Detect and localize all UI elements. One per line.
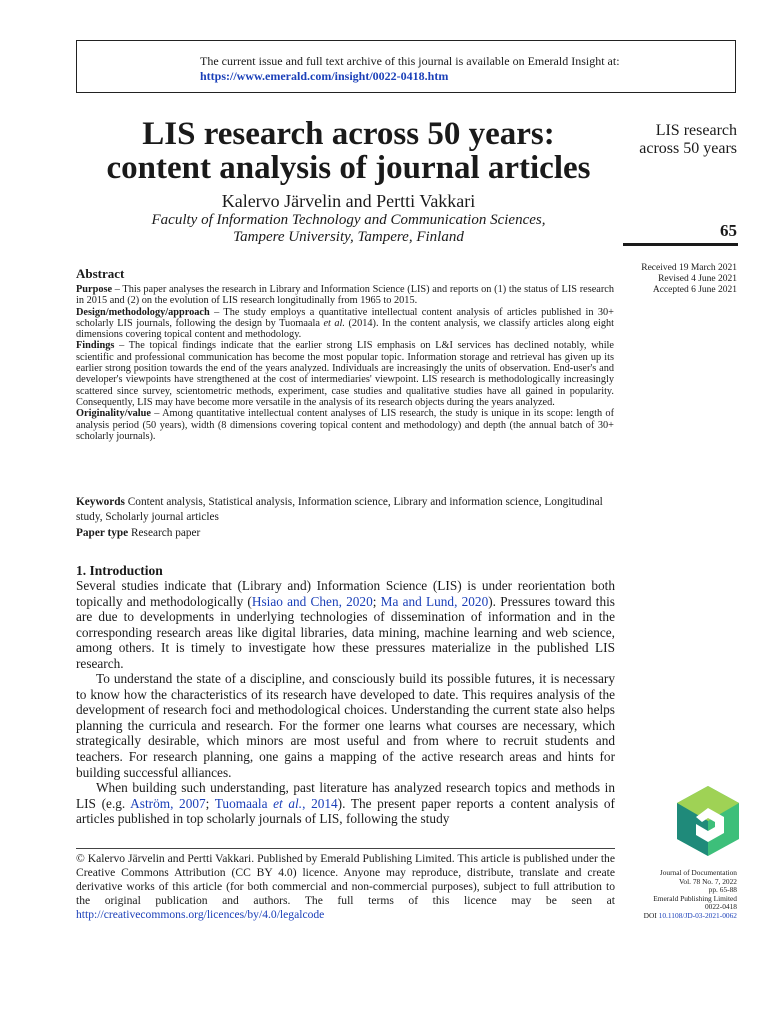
- abstract-body: [76, 284, 614, 442]
- crossmark-logo[interactable]: [677, 786, 739, 856]
- design-label: Design/methodology/approach: [76, 306, 210, 318]
- journal-info: [577, 869, 737, 921]
- running-title-line-2: across 50 years: [639, 140, 737, 157]
- license-footnote: [76, 852, 615, 922]
- archive-notice-text: The current issue and full text archive of this journal is available on Emerald Insight at:: [200, 54, 620, 68]
- design-text-1: – The study employs a quantitative intellectual content analysis of articles published in 30+ scholarly LIS journals, following the design by Tuomaala: [76, 306, 614, 329]
- originality-label: Originality/value: [76, 408, 151, 420]
- license-text: © Kalervo Järvelin and Pertti Vakkari. Published by Emerald Publishing Limited. This article is published under the Creative Commons Attribution (CC BY 4.0) licence. Anyone may reproduce, distribute, translate and create derivative works of this article (for both commercial and non-commercial purposes), subject to full attribution to the original publication and authors. The full terms of this licence may be seen at: [76, 852, 615, 907]
- citation-astrom[interactable]: Aström, 2007: [130, 795, 206, 811]
- citation-hsiao-chen[interactable]: Hsiao and Chen, 2020: [251, 593, 373, 609]
- keywords: [76, 495, 616, 525]
- paper-type: [76, 527, 200, 539]
- affiliation-line-1: Faculty of Information Technology and Communication Sciences,: [151, 212, 546, 228]
- journal-doi: DOI 10.1108/JD-03-2021-0062: [643, 910, 737, 920]
- submission-dates: [597, 263, 737, 296]
- page-number: 65: [720, 221, 737, 240]
- keywords-label: Keywords: [76, 496, 125, 508]
- keywords-text: Content analysis, Statistical analysis, Information science, Library and information science, Longitudinal study, Scholarly journal articles: [76, 496, 603, 523]
- abstract-originality: [76, 408, 614, 442]
- introduction-body: [76, 578, 615, 827]
- intro-paragraph-3: When building such understanding, past literature has analyzed research topics and methods in LIS (e.g. Aström, 2007; Tuomaala et al., 2014). The present paper reports a content analysis of articles published in top scholarly journals of LIS, following the study: [76, 780, 615, 827]
- footnote-rule: [76, 848, 615, 849]
- paper-type-label: Paper type: [76, 527, 129, 539]
- purpose-label: Purpose: [76, 284, 113, 295]
- received-date: Received 19 March 2021: [641, 263, 737, 273]
- license-link[interactable]: http://creativecommons.org/licences/by/4.0/legalcode: [76, 908, 325, 921]
- title-line-2: content analysis of journal articles: [106, 150, 591, 186]
- running-title: [597, 122, 737, 158]
- article-title: [76, 117, 621, 185]
- affiliation-line-2: Tampere University, Tampere, Finland: [233, 229, 464, 245]
- introduction-heading: 1. Introduction: [76, 563, 163, 578]
- findings-label: Findings: [76, 340, 115, 352]
- intro-paragraph-1: Several studies indicate that (Library and) Information Science (LIS) is under reorientation both topically and methodologically (Hsiao and Chen, 2020; Ma and Lund, 2020). Pressures toward this are due to developments in underlying technologies of dissemination of information and in the corresponding research areas like digital libraries, data mining, machine learning and web science, among others. It is timely to investigate how these pressures materialize in the published LIS research.: [76, 578, 615, 671]
- citation-tuomaala[interactable]: Tuomaala et al., 2014: [214, 795, 338, 811]
- journal-issn: 0022-0418: [704, 902, 737, 912]
- journal-volume: Vol. 78 No. 7, 2022: [679, 876, 737, 886]
- design-text-2: (2014). In the content analysis, we classify articles along eight dimensions covering topical content and methodology.: [76, 317, 614, 341]
- abstract-purpose: [76, 284, 614, 307]
- page-number-rule: [623, 243, 738, 246]
- journal-archive-link[interactable]: https://www.emerald.com/insight/0022-0418.htm: [200, 69, 449, 83]
- journal-pages: pp. 65-88: [708, 885, 737, 895]
- authors: Kalervo Järvelin and Pertti Vakkari: [221, 191, 476, 211]
- journal-publisher: Emerald Publishing Limited: [653, 893, 737, 903]
- design-etal: et al.: [323, 317, 345, 329]
- journal-name: Journal of Documentation: [659, 868, 737, 877]
- abstract-heading: Abstract: [76, 266, 125, 281]
- paper-type-text: Research paper: [128, 527, 201, 539]
- affiliation: [76, 212, 621, 246]
- findings-text: – The topical findings indicate that the earlier strong LIS emphasis on L&I services has declined notably, while scientific and professional communication has become the most popular topic. Information storage and retrieval has given up its earlier strong position towards the end of the years analyzed. Individuals are increasingly the units of observation. End-user's and developer's viewpoints have strengthened at the cost of intermediaries' viewpoint. LIS research is methodologically increasingly scattered since survey, scientometric methods, experiment, case studies and qualitative studies have all gained in popularity. Consequently, LIS may have become more versatile in the analysis of its research objects during the years analyzed.: [76, 340, 614, 408]
- abstract-findings: [76, 340, 614, 408]
- citation-ma-lund[interactable]: Ma and Lund, 2020: [380, 593, 489, 609]
- doi-link[interactable]: 10.1108/JD-03-2021-0062: [658, 910, 737, 920]
- originality-text: – Among quantitative intellectual content analyses of LIS research, the study is unique in its scope: length of analysis period (50 years), width (8 dimensions covering topical content and methodology) and depth (the annual batch of 30+ scholarly journals).: [76, 408, 614, 442]
- archive-notice-box: [76, 40, 736, 93]
- revised-date: Revised 4 June 2021: [658, 274, 737, 284]
- abstract-design: [76, 307, 614, 341]
- title-line-1: LIS research across 50 years:: [142, 116, 555, 152]
- accepted-date: Accepted 6 June 2021: [652, 285, 737, 295]
- intro-paragraph-2: To understand the state of a discipline, and consciously build its possible futures, it is necessary to know how the characteristics of its research have developed to date. This requires analysis of the development of research foci and methodological choices. Understanding the current state also helps planning the curricula and research. For the former one learns what courses are necessary, which strategically desirable, which minors are most useful and from where to recruit students and teachers. For research planning, one gains a mapping of the active research areas and hints for building successful alliances.: [76, 671, 615, 780]
- purpose-text: – This paper analyses the research in Library and Information Science (LIS) and reports on (1) the status of LIS research in 2015 and (2) on the evolution of LIS research longitudinally from 1965 to 2015.: [76, 284, 614, 307]
- running-title-line-1: LIS research: [655, 122, 737, 139]
